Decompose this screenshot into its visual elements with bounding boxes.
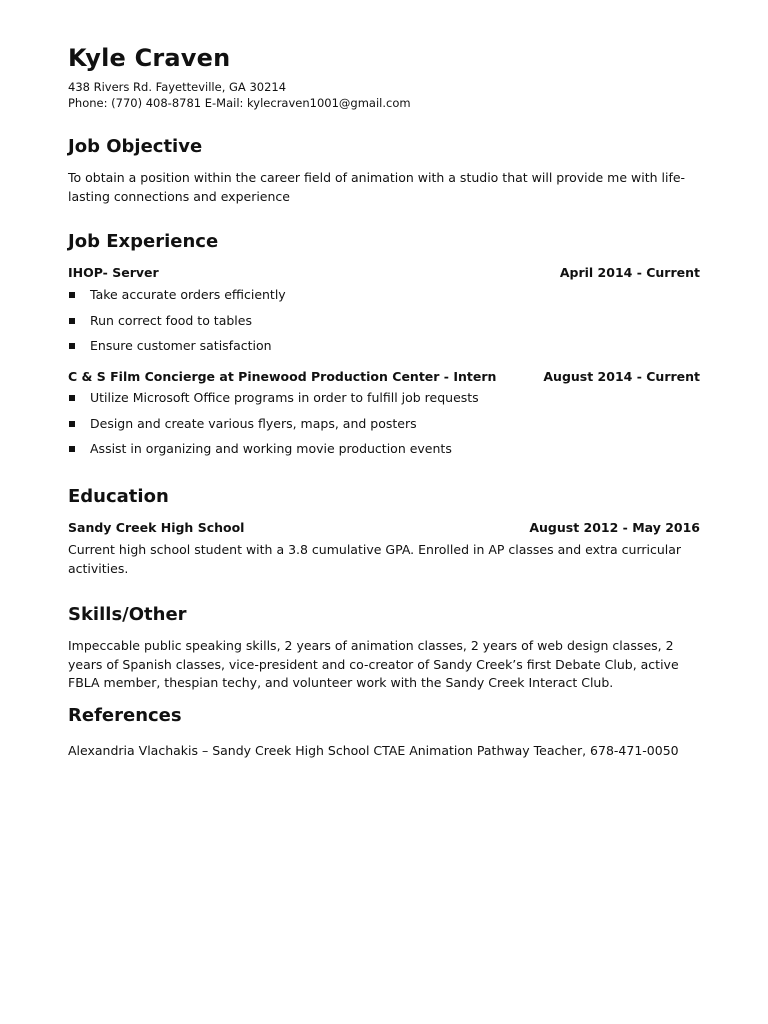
job-duties-list — [68, 286, 700, 363]
references-text: Alexandria Vlachakis – Sandy Creek High School CTAE Animation Pathway Teacher, 678-471-0050 — [68, 743, 679, 758]
bullet-square-icon — [69, 343, 75, 349]
list-item: Ensure customer satisfaction — [68, 337, 700, 363]
school-name: Sandy Creek High School — [68, 520, 245, 535]
objective-heading: Job Objective — [68, 136, 203, 157]
job-duties-list — [68, 389, 700, 466]
education-heading: Education — [68, 486, 169, 507]
bullet-square-icon — [69, 318, 75, 324]
bullet-square-icon — [69, 446, 75, 452]
address-line: 438 Rivers Rd. Fayetteville, GA 30214 — [68, 80, 287, 94]
skills-text: Impeccable public speaking skills, 2 years of animation classes, 2 years of web design classes, 2 years of Spanish classes, vice-president and co-creator of Sandy Creek’s first Debate Club, active FBLA member, thespian techy, and volunteer work with the Sandy Creek Interact Club. — [68, 638, 679, 690]
list-item: Design and create various flyers, maps, and posters — [68, 415, 700, 441]
list-item: Assist in organizing and working movie production events — [68, 440, 700, 466]
list-item: Utilize Microsoft Office programs in order to fulfill job requests — [68, 389, 700, 415]
job-dates: April 2014 - Current — [559, 265, 700, 280]
job-header — [68, 368, 700, 386]
contact-line: Phone: (770) 408-8781 E-Mail: kylecraven1001@gmail.com — [68, 96, 411, 110]
job-dates: August 2014 - Current — [543, 369, 700, 384]
skills-heading: Skills/Other — [68, 604, 187, 625]
list-item: Take accurate orders efficiently — [68, 286, 700, 312]
job-title: C & S Film Concierge at Pinewood Production Center - Intern — [68, 369, 497, 384]
experience-heading: Job Experience — [68, 231, 219, 252]
list-item: Run correct food to tables — [68, 312, 700, 338]
education-text: Current high school student with a 3.8 cumulative GPA. Enrolled in AP classes and extra curricular activities. — [68, 542, 682, 576]
candidate-name: Kyle Craven — [68, 44, 231, 72]
bullet-square-icon — [69, 292, 75, 298]
bullet-square-icon — [69, 421, 75, 427]
job-header — [68, 264, 700, 282]
objective-text: To obtain a position within the career field of animation with a studio that will provide me with life-lasting connections and experience — [68, 170, 686, 204]
bullet-square-icon — [69, 395, 75, 401]
job-title: IHOP- Server — [68, 265, 159, 280]
education-header — [68, 519, 700, 537]
references-heading: References — [68, 705, 182, 726]
education-dates: August 2012 - May 2016 — [529, 520, 700, 535]
